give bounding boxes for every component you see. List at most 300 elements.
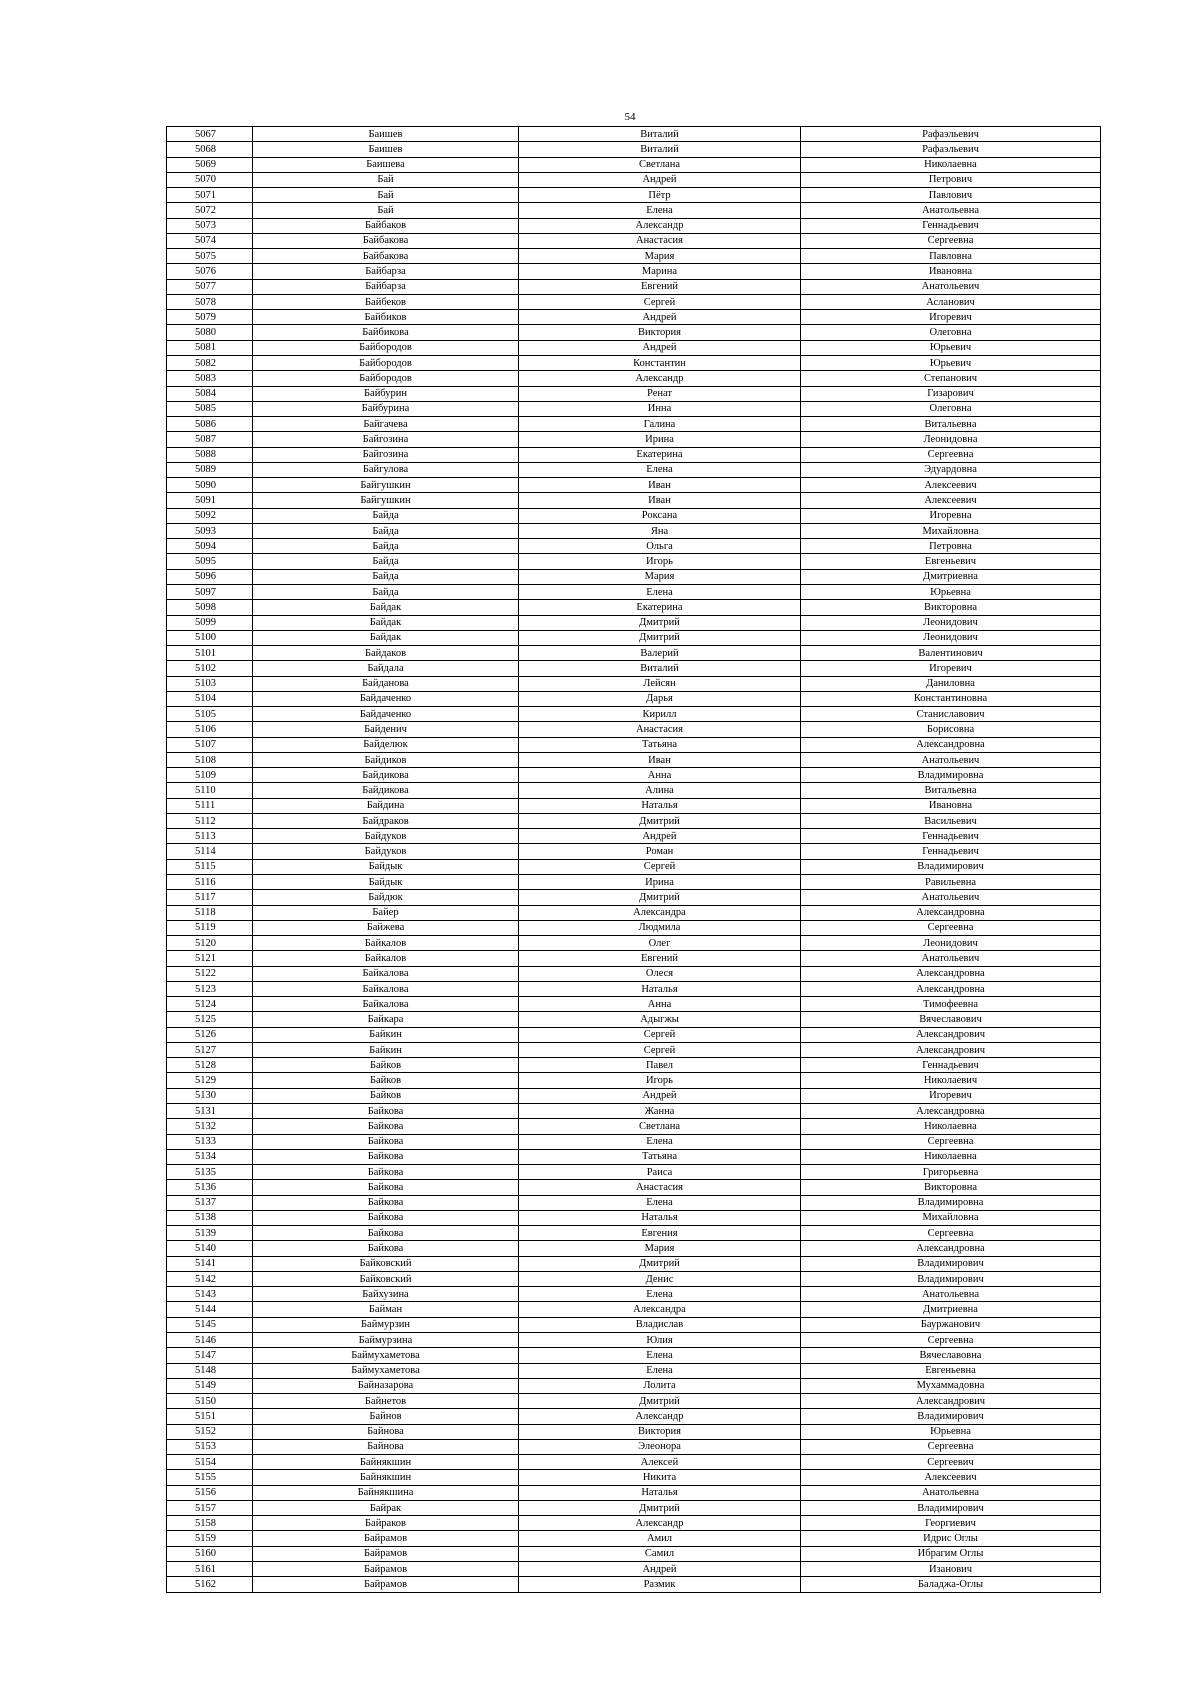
first-name-cell: Светлана [519,1119,801,1134]
table-row [167,798,1101,813]
patronymic-cell: Вячеславович [801,1012,1101,1027]
table-row [167,142,1101,157]
surname-cell: Байдала [253,661,519,676]
first-name-cell: Роксана [519,508,801,523]
surname-cell: Байман [253,1302,519,1317]
surname-cell: Байков [253,1073,519,1088]
surname-cell: Байдаченко [253,691,519,706]
first-name-cell: Елена [519,584,801,599]
table-row [167,676,1101,691]
first-name-cell: Мария [519,1241,801,1256]
patronymic-cell: Игоревич [801,661,1101,676]
table-row [167,600,1101,615]
record-number-cell: 5091 [167,493,253,508]
record-number-cell: 5137 [167,1195,253,1210]
record-number-cell: 5107 [167,737,253,752]
patronymic-cell: Степанович [801,371,1101,386]
first-name-cell: Ирина [519,875,801,890]
record-number-cell: 5123 [167,981,253,996]
first-name-cell: Анастасия [519,1180,801,1195]
record-number-cell: 5087 [167,432,253,447]
first-name-cell: Игорь [519,1073,801,1088]
first-name-cell: Мария [519,249,801,264]
patronymic-cell: Игоревич [801,310,1101,325]
record-number-cell: 5108 [167,752,253,767]
first-name-cell: Марина [519,264,801,279]
table-row [167,1226,1101,1241]
surname-cell: Байбарза [253,264,519,279]
first-name-cell: Светлана [519,157,801,172]
record-number-cell: 5162 [167,1577,253,1592]
table-row [167,1165,1101,1180]
record-number-cell: 5106 [167,722,253,737]
surname-cell: Байкова [253,1210,519,1225]
table-row [167,1027,1101,1042]
surname-cell: Байгачева [253,417,519,432]
first-name-cell: Татьяна [519,1149,801,1164]
table-row [167,1042,1101,1057]
record-number-cell: 5133 [167,1134,253,1149]
table-row [167,478,1101,493]
surname-cell: Байрамов [253,1561,519,1576]
table-row [167,966,1101,981]
surname-cell: Байнова [253,1424,519,1439]
surname-cell: Байда [253,584,519,599]
first-name-cell: Анна [519,768,801,783]
table-row [167,1210,1101,1225]
table-row [167,691,1101,706]
patronymic-cell: Витальевна [801,783,1101,798]
patronymic-cell: Алексеевич [801,478,1101,493]
page-number: 54 [624,111,636,123]
first-name-cell: Сергей [519,1027,801,1042]
table-row [167,1058,1101,1073]
patronymic-cell: Михайловна [801,523,1101,538]
first-name-cell: Елена [519,1134,801,1149]
surname-cell: Байрамов [253,1577,519,1592]
surname-cell: Байденич [253,722,519,737]
record-number-cell: 5115 [167,859,253,874]
record-number-cell: 5084 [167,386,253,401]
surname-cell: Байдуков [253,829,519,844]
first-name-cell: Константин [519,355,801,370]
first-name-cell: Амил [519,1531,801,1546]
record-number-cell: 5077 [167,279,253,294]
patronymic-cell: Владимирович [801,1409,1101,1424]
patronymic-cell: Викторовна [801,600,1101,615]
first-name-cell: Никита [519,1470,801,1485]
first-name-cell: Наталья [519,1485,801,1500]
patronymic-cell: Игоревич [801,1088,1101,1103]
surname-cell: Байкалова [253,997,519,1012]
first-name-cell: Дарья [519,691,801,706]
first-name-cell: Дмитрий [519,630,801,645]
table-row [167,1256,1101,1271]
record-number-cell: 5099 [167,615,253,630]
patronymic-cell: Бауржанович [801,1317,1101,1332]
surname-cell: Байдуков [253,844,519,859]
table-row [167,890,1101,905]
patronymic-cell: Анатольевич [801,951,1101,966]
table-row [167,936,1101,951]
registry-body [167,127,1101,1593]
surname-cell: Байбикова [253,325,519,340]
patronymic-cell: Александровна [801,966,1101,981]
patronymic-cell: Игоревна [801,508,1101,523]
record-number-cell: 5079 [167,310,253,325]
patronymic-cell: Валентинович [801,646,1101,661]
record-number-cell: 5111 [167,798,253,813]
patronymic-cell: Владимировна [801,1195,1101,1210]
table-row [167,768,1101,783]
table-row [167,1119,1101,1134]
table-row [167,1378,1101,1393]
surname-cell: Байназарова [253,1378,519,1393]
surname-cell: Байгулова [253,462,519,477]
surname-cell: Байжева [253,920,519,935]
patronymic-cell: Асланович [801,294,1101,309]
first-name-cell: Наталья [519,981,801,996]
record-number-cell: 5148 [167,1363,253,1378]
patronymic-cell: Леонидович [801,615,1101,630]
first-name-cell: Олеся [519,966,801,981]
record-number-cell: 5075 [167,249,253,264]
surname-cell: Байрамов [253,1531,519,1546]
patronymic-cell: Геннадьевич [801,218,1101,233]
surname-cell: Байделюк [253,737,519,752]
surname-cell: Байкова [253,1119,519,1134]
first-name-cell: Екатерина [519,600,801,615]
patronymic-cell: Идрис Оглы [801,1531,1101,1546]
table-row [167,813,1101,828]
first-name-cell: Дмитрий [519,1500,801,1515]
surname-cell: Байкара [253,1012,519,1027]
record-number-cell: 5112 [167,813,253,828]
surname-cell: Байковский [253,1256,519,1271]
table-row [167,646,1101,661]
surname-cell: Байдаченко [253,707,519,722]
record-number-cell: 5131 [167,1104,253,1119]
patronymic-cell: Баладжа-Оглы [801,1577,1101,1592]
record-number-cell: 5122 [167,966,253,981]
patronymic-cell: Юрьевич [801,340,1101,355]
surname-cell: Байда [253,569,519,584]
first-name-cell: Елена [519,1287,801,1302]
first-name-cell: Игорь [519,554,801,569]
record-number-cell: 5142 [167,1271,253,1286]
surname-cell: Байер [253,905,519,920]
patronymic-cell: Николаевич [801,1073,1101,1088]
patronymic-cell: Петрович [801,172,1101,187]
patronymic-cell: Сергеевна [801,1332,1101,1347]
patronymic-cell: Ибрагим Оглы [801,1546,1101,1561]
first-name-cell: Инна [519,401,801,416]
record-number-cell: 5069 [167,157,253,172]
patronymic-cell: Станиславович [801,707,1101,722]
table-row [167,752,1101,767]
first-name-cell: Сергей [519,1042,801,1057]
table-row [167,569,1101,584]
patronymic-cell: Леонидович [801,630,1101,645]
first-name-cell: Павел [519,1058,801,1073]
first-name-cell: Элеонора [519,1439,801,1454]
table-row [167,722,1101,737]
surname-cell: Байкова [253,1104,519,1119]
patronymic-cell: Николаевна [801,1119,1101,1134]
table-row [167,920,1101,935]
surname-cell: Байкалов [253,951,519,966]
record-number-cell: 5080 [167,325,253,340]
first-name-cell: Лолита [519,1378,801,1393]
record-number-cell: 5072 [167,203,253,218]
first-name-cell: Пётр [519,188,801,203]
table-row [167,417,1101,432]
patronymic-cell: Леонидовна [801,432,1101,447]
surname-cell: Байков [253,1088,519,1103]
patronymic-cell: Павловна [801,249,1101,264]
table-row [167,447,1101,462]
table-row [167,661,1101,676]
patronymic-cell: Мухаммадовна [801,1378,1101,1393]
surname-cell: Баишева [253,157,519,172]
first-name-cell: Дмитрий [519,615,801,630]
surname-cell: Байдак [253,600,519,615]
patronymic-cell: Владимирович [801,1256,1101,1271]
surname-cell: Байбородов [253,371,519,386]
patronymic-cell: Николаевна [801,157,1101,172]
record-number-cell: 5160 [167,1546,253,1561]
patronymic-cell: Сергеевна [801,1134,1101,1149]
patronymic-cell: Даниловна [801,676,1101,691]
surname-cell: Бай [253,203,519,218]
surname-cell: Байбакова [253,249,519,264]
surname-cell: Байда [253,539,519,554]
patronymic-cell: Александрович [801,1042,1101,1057]
patronymic-cell: Витальевна [801,417,1101,432]
table-row [167,203,1101,218]
surname-cell: Байдюк [253,890,519,905]
table-row [167,859,1101,874]
surname-cell: Байгозина [253,447,519,462]
record-number-cell: 5138 [167,1210,253,1225]
record-number-cell: 5068 [167,142,253,157]
table-row [167,325,1101,340]
record-number-cell: 5161 [167,1561,253,1576]
first-name-cell: Иван [519,752,801,767]
patronymic-cell: Сергеевич [801,1455,1101,1470]
surname-cell: Байкалова [253,966,519,981]
first-name-cell: Галина [519,417,801,432]
first-name-cell: Виталий [519,142,801,157]
first-name-cell: Алина [519,783,801,798]
surname-cell: Байдык [253,875,519,890]
surname-cell: Бай [253,172,519,187]
table-row [167,630,1101,645]
table-row [167,462,1101,477]
table-row [167,294,1101,309]
first-name-cell: Александра [519,1302,801,1317]
table-row [167,997,1101,1012]
table-row [167,981,1101,996]
first-name-cell: Людмила [519,920,801,935]
surname-cell: Байбеков [253,294,519,309]
first-name-cell: Сергей [519,859,801,874]
table-row [167,218,1101,233]
table-row [167,493,1101,508]
patronymic-cell: Анатольевич [801,752,1101,767]
record-number-cell: 5086 [167,417,253,432]
record-number-cell: 5083 [167,371,253,386]
table-row [167,401,1101,416]
record-number-cell: 5150 [167,1394,253,1409]
table-row [167,707,1101,722]
record-number-cell: 5116 [167,875,253,890]
surname-cell: Байда [253,554,519,569]
record-number-cell: 5129 [167,1073,253,1088]
surname-cell: Байбородов [253,340,519,355]
table-row [167,1302,1101,1317]
record-number-cell: 5143 [167,1287,253,1302]
first-name-cell: Анастасия [519,233,801,248]
first-name-cell: Евгения [519,1226,801,1241]
patronymic-cell: Александровна [801,905,1101,920]
patronymic-cell: Олеговна [801,401,1101,416]
table-row [167,1439,1101,1454]
patronymic-cell: Анатольевич [801,890,1101,905]
record-number-cell: 5146 [167,1332,253,1347]
table-row [167,1455,1101,1470]
patronymic-cell: Алексеевич [801,493,1101,508]
patronymic-cell: Ивановна [801,798,1101,813]
first-name-cell: Размик [519,1577,801,1592]
table-row [167,844,1101,859]
surname-cell: Байнякшин [253,1470,519,1485]
patronymic-cell: Юрьевич [801,355,1101,370]
patronymic-cell: Геннадьевич [801,1058,1101,1073]
surname-cell: Байрамов [253,1546,519,1561]
surname-cell: Байда [253,523,519,538]
record-number-cell: 5094 [167,539,253,554]
first-name-cell: Елена [519,1195,801,1210]
table-row [167,875,1101,890]
first-name-cell: Андрей [519,172,801,187]
first-name-cell: Александр [519,371,801,386]
first-name-cell: Дмитрий [519,890,801,905]
record-number-cell: 5078 [167,294,253,309]
patronymic-cell: Леонидович [801,936,1101,951]
table-row [167,1317,1101,1332]
patronymic-cell: Сергеевна [801,1439,1101,1454]
surname-cell: Байда [253,508,519,523]
table-row [167,615,1101,630]
record-number-cell: 5100 [167,630,253,645]
table-row [167,1271,1101,1286]
patronymic-cell: Юрьевна [801,1424,1101,1439]
record-number-cell: 5136 [167,1180,253,1195]
record-number-cell: 5089 [167,462,253,477]
surname-cell: Байков [253,1058,519,1073]
table-row [167,1546,1101,1561]
surname-cell: Байкова [253,1149,519,1164]
first-name-cell: Андрей [519,829,801,844]
first-name-cell: Ренат [519,386,801,401]
record-number-cell: 5151 [167,1409,253,1424]
table-row [167,157,1101,172]
patronymic-cell: Рафаэльевич [801,142,1101,157]
record-number-cell: 5092 [167,508,253,523]
record-number-cell: 5132 [167,1119,253,1134]
first-name-cell: Елена [519,462,801,477]
first-name-cell: Наталья [519,798,801,813]
surname-cell: Байдикова [253,768,519,783]
table-row [167,355,1101,370]
record-number-cell: 5105 [167,707,253,722]
table-row [167,1073,1101,1088]
table-row [167,1470,1101,1485]
table-row [167,432,1101,447]
record-number-cell: 5141 [167,1256,253,1271]
surname-cell: Байкалова [253,981,519,996]
table-row [167,1287,1101,1302]
record-number-cell: 5126 [167,1027,253,1042]
first-name-cell: Екатерина [519,447,801,462]
record-number-cell: 5097 [167,584,253,599]
surname-cell: Байраков [253,1516,519,1531]
surname-cell: Байбурин [253,386,519,401]
surname-cell: Байковский [253,1271,519,1286]
first-name-cell: Александра [519,905,801,920]
table-row [167,584,1101,599]
patronymic-cell: Тимофеевна [801,997,1101,1012]
first-name-cell: Александр [519,1516,801,1531]
record-number-cell: 5085 [167,401,253,416]
first-name-cell: Иван [519,478,801,493]
surname-cell: Байхузина [253,1287,519,1302]
first-name-cell: Жанна [519,1104,801,1119]
first-name-cell: Наталья [519,1210,801,1225]
patronymic-cell: Сергеевна [801,233,1101,248]
patronymic-cell: Владимировна [801,768,1101,783]
first-name-cell: Татьяна [519,737,801,752]
table-row [167,1409,1101,1424]
surname-cell: Баймухаметова [253,1348,519,1363]
table-row [167,737,1101,752]
patronymic-cell: Анатольевна [801,1485,1101,1500]
table-row [167,1363,1101,1378]
patronymic-cell: Георгиевич [801,1516,1101,1531]
patronymic-cell: Владимирович [801,859,1101,874]
patronymic-cell: Сергеевна [801,920,1101,935]
surname-cell: Байдраков [253,813,519,828]
patronymic-cell: Дмитриевна [801,569,1101,584]
patronymic-cell: Константиновна [801,691,1101,706]
patronymic-cell: Александровна [801,737,1101,752]
first-name-cell: Александр [519,218,801,233]
record-number-cell: 5156 [167,1485,253,1500]
patronymic-cell: Изанович [801,1561,1101,1576]
patronymic-cell: Александровна [801,1241,1101,1256]
surname-cell: Байдиков [253,752,519,767]
first-name-cell: Анастасия [519,722,801,737]
table-row [167,1577,1101,1592]
table-row [167,1332,1101,1347]
table-row [167,1531,1101,1546]
first-name-cell: Мария [519,569,801,584]
table-row [167,279,1101,294]
table-row [167,1424,1101,1439]
table-row [167,371,1101,386]
patronymic-cell: Сергеевна [801,447,1101,462]
